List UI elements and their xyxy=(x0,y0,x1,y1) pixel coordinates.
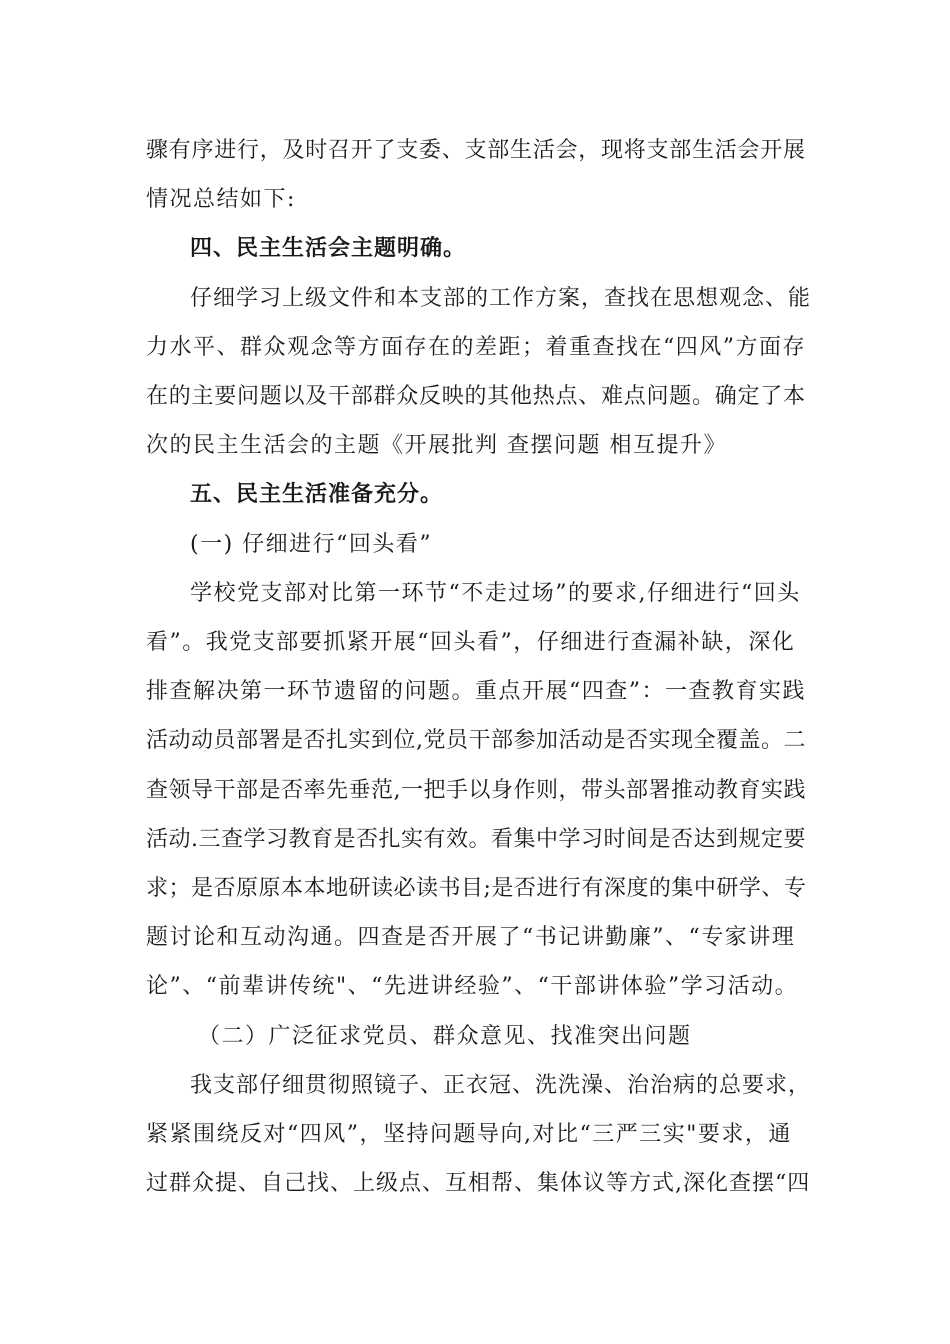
paragraph-line: 紧紧围绕反对“四风”，坚持问题导向,对比“三严三实"要求，通 xyxy=(146,1122,792,1147)
paragraph-line: 过群众提、自己找、上级点、互相帮、集体议等方式,深化查摆“四 xyxy=(146,1171,811,1196)
subsection-heading-2: （二）广泛征求党员、群众意见、找准突出问题 xyxy=(198,1024,692,1049)
paragraph-line: 求；是否原原本本地研读必读书目;是否进行有深度的集中研学、专 xyxy=(146,876,807,901)
paragraph-line: 骤有序进行，及时召开了支委、支部生活会，现将支部生活会开展 xyxy=(146,138,806,163)
paragraph-line: 次的民主生活会的主题《开展批判 查摆问题 相互提升》 xyxy=(146,433,727,458)
paragraph-line: 活动动员部署是否扎实到位,党员干部参加活动是否实现全覆盖。二 xyxy=(146,728,806,753)
paragraph-line: 仔细学习上级文件和本支部的工作方案，查找在思想观念、能 xyxy=(190,286,812,311)
paragraph-line: 论”、“前辈讲传统"、“先进讲经验”、“干部讲体验”学习活动。 xyxy=(146,974,799,999)
section-heading-5: 五、民主生活准备充分。 xyxy=(190,482,444,507)
paragraph-line: 学校党支部对比第一环节“不走过场”的要求,仔细进行“回头 xyxy=(190,581,801,606)
paragraph-line: 活动.三查学习教育是否扎实有效。看集中学习时间是否达到规定要 xyxy=(146,827,806,852)
paragraph-line: 排查解决第一环节遗留的问题。重点开展“四查”：一查教育实践 xyxy=(146,679,806,704)
section-heading-4: 四、民主生活会主题明确。 xyxy=(190,236,467,261)
paragraph-line: 我支部仔细贯彻照镜子、正衣冠、洗洗澡、治治病的总要求， xyxy=(190,1073,812,1098)
paragraph-line: 查领导干部是否率先垂范,一把手以身作则，带头部署推动教育实践 xyxy=(146,778,806,803)
paragraph-line: 题讨论和互动沟通。四查是否开展了“书记讲勤廉”、“专家讲理 xyxy=(146,925,796,950)
paragraph-line: 看”。我党支部要抓紧开展“回头看”，仔细进行查漏补缺，深化 xyxy=(146,630,796,655)
paragraph-line: 力水平、群众观念等方面存在的差距；着重查找在“四风”方面存 xyxy=(146,335,806,360)
subsection-heading-1: (一) 仔细进行“回头看” xyxy=(190,532,433,557)
paragraph-line: 情况总结如下: xyxy=(146,187,296,212)
paragraph-line: 在的主要问题以及干部群众反映的其他热点、难点问题。确定了本 xyxy=(146,384,806,409)
